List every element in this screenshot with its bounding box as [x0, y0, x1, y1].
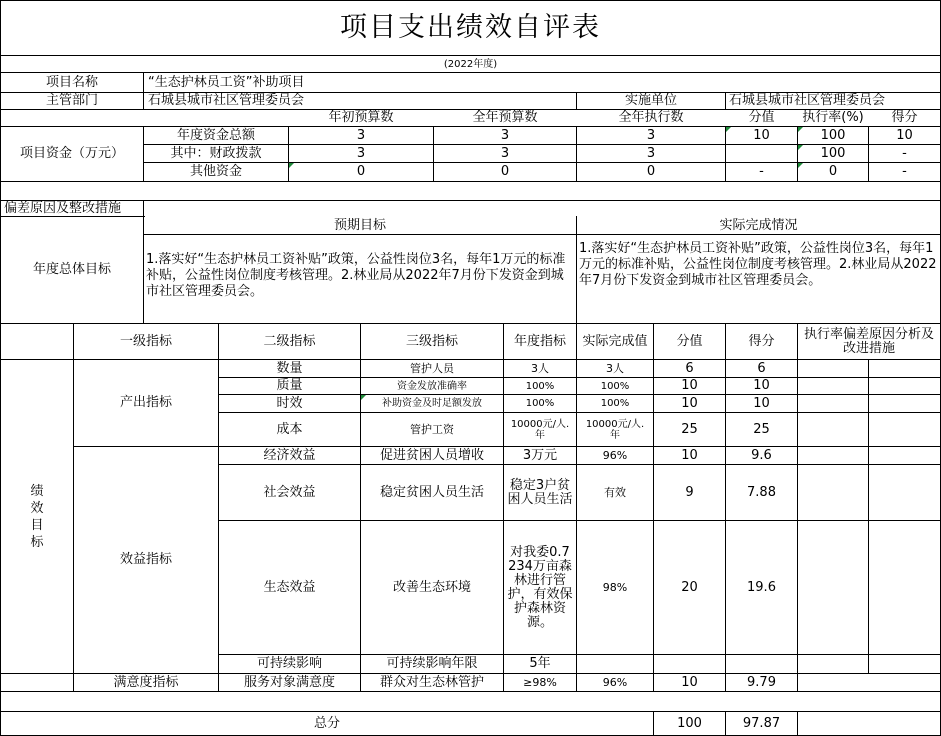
funds-cell: 100: [820, 145, 846, 161]
year-label: (2022年度): [443, 58, 498, 70]
funds-header: 全年执行数: [618, 110, 684, 125]
level3-cell: 补助资金及时足额发放: [382, 398, 482, 409]
got-cell: 10: [753, 395, 770, 411]
funds-header: 分值: [748, 110, 775, 125]
target-cell: ≥98%: [523, 675, 557, 689]
dept-value: 石城县城市社区管理委员会: [148, 93, 305, 108]
actual-cell: 100%: [600, 398, 630, 409]
project-name-label: 项目名称: [45, 74, 98, 90]
funds-cell: 3: [500, 127, 510, 143]
funds-cell: 3: [646, 145, 656, 161]
score-cell: 10: [681, 378, 698, 393]
page-title: 项目支出绩效自评表: [340, 12, 601, 43]
target-cell: 10000元/人.年: [510, 418, 570, 441]
funds-header: 全年预算数: [472, 110, 538, 125]
level3-cell: 管护人员: [410, 361, 454, 375]
funds-cell: -: [902, 164, 907, 179]
score-cell: 10: [681, 447, 698, 463]
actual-cell: 96%: [602, 448, 628, 462]
funds-header: 年初预算数: [328, 110, 394, 125]
deviation-label: 偏差原因及整改措施: [4, 201, 122, 216]
got-cell: 6: [757, 360, 766, 376]
funds-cell: 3: [356, 145, 366, 161]
level1-output: 产出指标: [119, 395, 172, 410]
indicator-header: 执行率偏差原因分析及改进措施: [803, 326, 934, 356]
indicator-header: 二级指标: [263, 333, 316, 349]
project-name: “生态护林员工资”补助项目: [148, 74, 305, 90]
got-cell: 9.6: [751, 447, 772, 463]
funds-cell: -: [759, 164, 764, 179]
funds-cell: 10: [753, 127, 770, 143]
actual-cell: 3人: [606, 361, 624, 375]
got-cell: 10: [753, 378, 770, 393]
funds-cell: 3: [500, 145, 510, 161]
funds-row-label: 其中：财政拨款: [170, 145, 262, 161]
funds-cell: 3: [646, 127, 656, 143]
impl-value: 石城县城市社区管理委员会: [729, 93, 886, 108]
total-label: 总分: [313, 715, 340, 731]
actual-cell: 10000元/人.年: [585, 418, 645, 441]
funds-cell: 0: [646, 164, 656, 179]
target-cell: 3万元: [522, 447, 558, 463]
score-cell: 6: [685, 360, 694, 376]
level3-cell: 稳定贫困人员生活: [379, 484, 484, 500]
target-cell: 对我委0.7234万亩森林进行管护，有效保护森林资源。: [507, 544, 573, 630]
funds-cell: [726, 145, 797, 162]
indicator-header: 实际完成值: [582, 333, 648, 349]
total-score: 100: [677, 715, 702, 731]
indicator-header: 一级指标: [119, 333, 172, 349]
target-cell: 稳定3户贫困人员生活: [507, 477, 573, 507]
score-cell: 20: [681, 579, 698, 595]
indicator-header: 得分: [748, 333, 775, 349]
target-cell: 5年: [529, 656, 551, 671]
funds-row-label: 年度资金总额: [176, 127, 255, 143]
actual-cell: 98%: [602, 580, 628, 594]
got-cell: 9.79: [747, 674, 776, 690]
target-cell: 3人: [531, 361, 549, 375]
level3-cell: 促进贫困人员增收: [379, 447, 484, 463]
annual-goal-label: 年度总体目标: [32, 262, 111, 277]
actual-cell: 96%: [602, 675, 628, 689]
impl-label: 实施单位: [624, 93, 677, 108]
funds-row-label: 其他资金: [189, 164, 242, 179]
funds-header: 执行率(%): [802, 110, 864, 125]
funds-header: 得分: [891, 110, 918, 125]
score-cell: 10: [681, 674, 698, 690]
level2-cell: 质量: [276, 378, 303, 393]
funds-cell: 10: [896, 127, 913, 143]
performance-target-label: 绩效目标: [30, 483, 44, 550]
level2-cell: 数量: [276, 360, 303, 376]
score-cell: 25: [681, 421, 698, 437]
funds-cell: 0: [828, 164, 838, 179]
expected-goal-text: 1.落实好“生态护林员工资补贴”政策，公益性岗位3名，每年1万元的标准补贴，公益性岗位制度考核管理。2.林业局从2022年7月份下发资金到城市社区管理委员会。: [146, 252, 566, 299]
indicator-header: 三级指标: [405, 333, 458, 349]
funds-label: 项目资金（万元）: [19, 146, 124, 161]
actual-result-header: 实际完成情况: [719, 217, 798, 233]
indicator-header: 分值: [676, 333, 703, 349]
expected-goal-header: 预期目标: [333, 217, 386, 233]
level2-cell: 社会效益: [263, 484, 316, 500]
level3-cell: 改善生态环境: [392, 579, 471, 595]
target-cell: 100%: [525, 398, 555, 409]
indicator-header: 年度指标: [513, 333, 566, 349]
level3-cell: 可持续影响年限: [386, 656, 478, 671]
level3-cell: 管护工资: [410, 422, 454, 436]
funds-cell: 0: [356, 164, 366, 179]
level2-cell: 服务对象满意度: [243, 674, 335, 690]
actual-cell: 100%: [600, 380, 630, 392]
score-cell: 10: [681, 395, 698, 411]
got-cell: 7.88: [747, 484, 776, 500]
level3-cell: 群众对生态林管护: [379, 674, 484, 690]
score-cell: 9: [685, 484, 694, 500]
funds-cell: 100: [820, 127, 846, 143]
level2-cell: 成本: [276, 421, 303, 437]
level1-benefit: 效益指标: [119, 552, 172, 567]
level2-cell: 生态效益: [263, 579, 316, 595]
dept-label: 主管部门: [45, 93, 98, 108]
actual-cell: 有效: [604, 485, 626, 499]
level2-cell: 可持续影响: [256, 656, 322, 671]
level2-cell: 经济效益: [263, 447, 316, 463]
level1-satisfaction: 满意度指标: [113, 674, 179, 690]
funds-cell: 3: [356, 127, 366, 143]
level3-cell: 资金发放准确率: [397, 380, 467, 392]
actual-result-text: 1.落实好“生态护林员工资补贴”政策，公益性岗位3名，每年1万元的标准补贴，公益性岗位制度考核管理。2.林业局从2022年7月份下发资金到城市社区管理委员会。: [579, 241, 937, 288]
got-cell: 25: [753, 421, 770, 437]
funds-cell: 0: [500, 164, 510, 179]
got-cell: 19.6: [747, 579, 776, 595]
target-cell: 100%: [525, 380, 555, 392]
funds-cell: -: [902, 145, 907, 161]
level2-cell: 时效: [276, 395, 303, 411]
total-got: 97.87: [742, 715, 781, 731]
